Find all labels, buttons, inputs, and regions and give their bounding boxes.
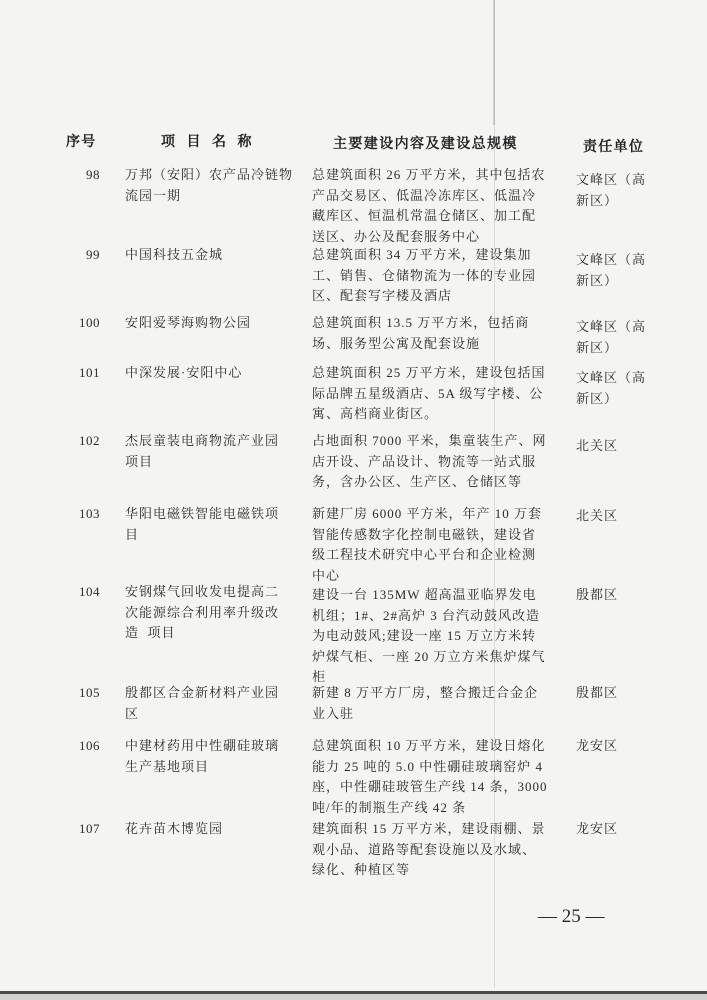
responsible-unit	[576, 436, 618, 457]
project-name	[125, 363, 242, 384]
project-content-line: 际品牌五星级酒店、5A 级写字楼、公	[312, 385, 544, 401]
table-row	[0, 736, 707, 815]
project-content-line: 店开设、产品设计、物流等一站式服	[312, 453, 537, 469]
project-name	[125, 245, 223, 266]
project-content-line: 总建筑面积 25 万平方米，建设包括国	[312, 365, 546, 380]
header-main-content: 主要建设内容及建设总规模	[333, 137, 518, 152]
row-number: 101	[79, 365, 100, 380]
project-content-line: 送区、办公及配套服务中心	[312, 228, 481, 244]
responsible-unit	[576, 736, 618, 757]
header-number: 序号	[66, 135, 97, 150]
project-name-line: 万邦（安阳）农产品冷链物	[125, 167, 294, 182]
project-name-line: 华阳电磁铁智能电磁铁项	[125, 506, 280, 521]
project-content-line: 寓、高档商业街区。	[312, 406, 439, 421]
project-name	[125, 736, 279, 777]
responsible-unit-line: 新区）	[576, 272, 619, 288]
project-content-line: 级工程技术研究中心平台和企业检测	[312, 547, 537, 562]
header-responsible-unit: 责任单位	[583, 140, 645, 155]
responsible-unit-line: 文峰区（高	[576, 319, 647, 334]
project-name	[125, 819, 223, 840]
project-name	[125, 504, 279, 545]
page-number: — 25 —	[538, 906, 605, 927]
table-row	[0, 582, 707, 684]
row-number: 105	[79, 685, 100, 700]
responsible-unit-line: 殷都区	[576, 685, 619, 700]
project-content	[312, 245, 536, 307]
table-row	[0, 313, 707, 355]
responsible-unit-line: 文峰区（高	[576, 252, 647, 267]
project-name-line: 安钢煤气回收发电提高二	[125, 584, 280, 599]
project-content	[312, 165, 546, 247]
project-content-line: 绿化、种植区等	[312, 862, 411, 877]
table-row	[0, 363, 707, 421]
project-content-line: 总建筑面积 34 万平方米，建设集加	[312, 247, 532, 262]
row-number: 102	[79, 433, 100, 448]
row-number: 103	[79, 506, 100, 521]
responsible-unit	[576, 317, 646, 358]
project-content-line: 占地面积 7000 平米，集童装生产、网	[312, 433, 547, 448]
scan-bottom-shade	[0, 994, 707, 1000]
responsible-unit-line: 新区）	[576, 192, 619, 208]
project-content	[312, 504, 542, 586]
responsible-unit	[576, 170, 646, 211]
project-content-line: 吨/年的制瓶生产线 42 条	[312, 799, 467, 815]
row-number: 106	[79, 738, 100, 753]
project-content-line: 柜	[312, 669, 327, 684]
responsible-unit-line: 北关区	[576, 438, 619, 453]
project-name-line: 造 项目	[125, 625, 176, 640]
table-row	[0, 683, 707, 721]
project-content-line: 总建筑面积 13.5 万平方米，包括商	[312, 315, 530, 330]
project-name-line: 安阳爱琴海购物公园	[125, 315, 252, 330]
project-content-line: 为电动鼓风;建设一座 15 万立方米转	[312, 628, 537, 643]
responsible-unit-line: 新区）	[576, 339, 619, 355]
project-name-line: 生产基地项目	[125, 758, 210, 774]
responsible-unit-line: 北关区	[576, 508, 619, 523]
project-name-line: 花卉苗木博览园	[125, 821, 224, 836]
project-name	[125, 683, 279, 724]
project-name	[125, 582, 279, 644]
project-content-line: 总建筑面积 10 万平方米，建设日熔化	[312, 738, 546, 753]
project-content	[312, 431, 547, 493]
table-row	[0, 245, 707, 303]
project-name-line: 中国科技五金城	[125, 247, 224, 262]
project-content-line: 机组；1#、2#高炉 3 台汽动鼓风改造	[312, 607, 541, 623]
row-number: 104	[79, 584, 100, 599]
responsible-unit	[576, 683, 618, 704]
project-name	[125, 431, 279, 472]
table-row	[0, 165, 707, 244]
project-name-line: 殷都区合金新材料产业园	[125, 685, 280, 700]
project-name	[125, 165, 293, 206]
scan-fold-shadow	[493, 0, 495, 125]
project-name-line: 中深发展·安阳中心	[125, 365, 243, 380]
project-content-line: 工、销售、仓储物流为一体的专业园	[312, 267, 537, 283]
responsible-unit	[576, 506, 618, 527]
row-number: 98	[86, 167, 100, 182]
row-number: 100	[79, 315, 100, 330]
project-content	[312, 363, 546, 425]
project-content-line: 观小品、道路等配套设施以及水域、	[312, 841, 537, 857]
row-number: 107	[79, 821, 100, 836]
project-content-line: 能力 25 吨的 5.0 中性硼硅玻璃窑炉 4	[312, 758, 544, 774]
responsible-unit-line: 文峰区（高	[576, 172, 647, 187]
project-content	[312, 585, 546, 688]
responsible-unit-line: 龙安区	[576, 821, 619, 836]
project-content-line: 务，含办公区、生产区、仓储区等	[312, 474, 523, 489]
project-content	[312, 683, 538, 724]
project-content	[312, 313, 529, 354]
project-content-line: 智能传感数字化控制电磁铁，建设省	[312, 526, 537, 542]
project-content-line: 业入驻	[312, 705, 355, 721]
responsible-unit	[576, 585, 618, 606]
project-content-line: 区、配套写字楼及酒店	[312, 288, 453, 303]
project-name-line: 流园一期	[125, 187, 182, 203]
project-content-line: 总建筑面积 26 万平方米，其中包括农	[312, 167, 546, 182]
project-content-line: 新建厂房 6000 平方米，年产 10 万套	[312, 506, 543, 521]
project-name-line: 杰辰童装电商物流产业园	[125, 433, 280, 448]
project-content-line: 场、服务型公寓及配套设施	[312, 335, 481, 351]
responsible-unit	[576, 368, 646, 409]
project-name-line: 次能源综合利用率升级改	[125, 604, 280, 620]
responsible-unit-line: 殷都区	[576, 587, 619, 602]
project-content-line: 建设一台 135MW 超高温亚临界发电	[312, 587, 537, 602]
header-project-name: 项 目 名 称	[161, 135, 256, 150]
project-content-line: 新建 8 万平方厂房，整合搬迁合金企	[312, 685, 539, 700]
project-content-line: 座，中性硼硅玻管生产线 14 条，3000	[312, 779, 548, 794]
project-content-line: 藏库区、恒温机常温仓储区、加工配	[312, 208, 537, 223]
table-row	[0, 819, 707, 877]
responsible-unit-line: 文峰区（高	[576, 370, 647, 385]
row-number: 99	[86, 247, 100, 262]
project-name-line: 区	[125, 705, 140, 721]
project-content-line: 炉煤气柜、一座 20 万立方米焦炉煤气	[312, 648, 546, 664]
project-content-line: 建筑面积 15 万平方米，建设雨棚、景	[312, 821, 546, 836]
project-content-line: 产品交易区、低温冷冻库区、低温冷	[312, 187, 537, 203]
responsible-unit	[576, 819, 618, 840]
table-row	[0, 504, 707, 583]
project-name-line: 目	[125, 526, 140, 542]
responsible-unit-line: 新区）	[576, 390, 619, 406]
project-content-line: 中心	[312, 567, 341, 583]
project-name	[125, 313, 251, 334]
project-content	[312, 819, 546, 881]
project-name-line: 项目	[125, 453, 154, 469]
project-name-line: 中建材药用中性硼硅玻璃	[125, 738, 280, 753]
responsible-unit	[576, 250, 646, 291]
table-row	[0, 431, 707, 489]
project-content	[312, 736, 548, 818]
responsible-unit-line: 龙安区	[576, 738, 619, 753]
